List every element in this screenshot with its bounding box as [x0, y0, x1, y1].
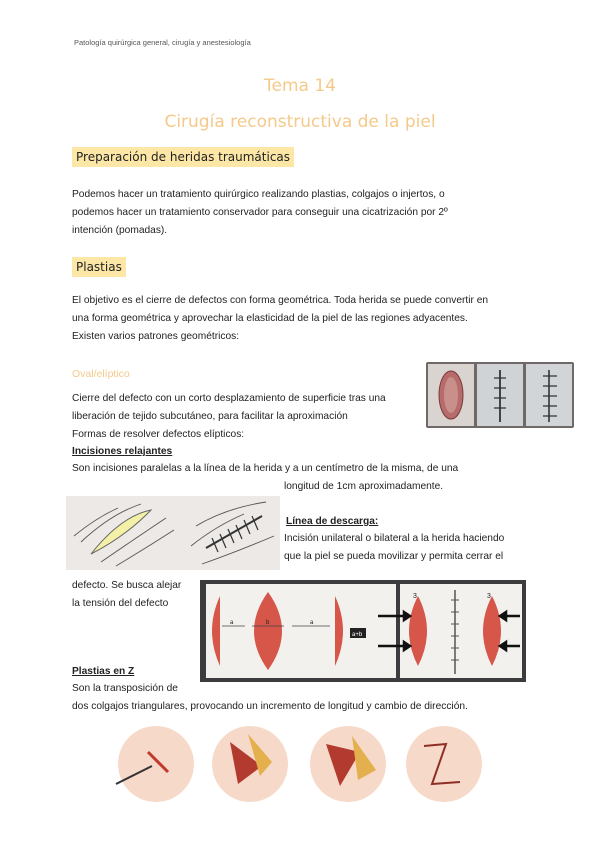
label-a1: a — [230, 620, 234, 626]
paragraph-preparacion — [72, 186, 448, 240]
text-line: Cierre del defecto con un corto desplazamiento de superficie tras una — [72, 393, 386, 404]
release-line-illustration — [200, 580, 526, 682]
z-plasty-sequence-illustration — [112, 722, 494, 808]
label-n1: 3 — [413, 593, 417, 600]
paragraph-descarga-line2: que la piel se pueda movilizar y permita cerrar el — [284, 551, 504, 562]
text-line: una forma geométrica y aprovechar la elasticidad de la piel de las regiones adyacentes. — [72, 313, 468, 324]
label-n2: 3 — [487, 593, 491, 600]
text-line: intención (pomadas). — [72, 225, 168, 236]
paragraph-descarga-line1: Incisión unilateral o bilateral a la herida haciendo — [284, 533, 505, 544]
text-line: liberación de tejido subcutáneo, para facilitar la aproximación — [72, 411, 348, 422]
paragraph-incisiones-line1: Son incisiones paralelas a la línea de la herida y a un centímetro de la misma, de una — [72, 463, 459, 474]
paragraph-zplasty-line1: Son la transposición de — [72, 683, 178, 694]
text-line: Podemos hacer un tratamiento quirúrgico realizando plastias, colgajos o injertos, o — [72, 189, 445, 200]
section-heading-plastias — [72, 258, 126, 276]
paragraph-oval — [72, 390, 386, 444]
section-heading-text: Preparación de heridas traumáticas — [72, 147, 294, 167]
paragraph-descarga-line3: defecto. Se busca alejar — [72, 580, 182, 591]
subheading-descarga: Línea de descarga: — [286, 516, 379, 527]
section-heading-preparacion — [72, 148, 294, 166]
page-title: Cirugía reconstructiva de la piel — [164, 112, 436, 132]
paragraph-descarga-line4: la tensión del defecto — [72, 598, 169, 609]
paragraph-plastias — [72, 292, 488, 346]
subheading-oval: Oval/elíptico — [72, 368, 130, 380]
topic-number: Tema 14 — [264, 76, 336, 96]
page-header: Patología quirúrgica general, cirugía y anestesiología — [74, 38, 251, 47]
paragraph-zplasty-line2: dos colgajos triangulares, provocando un incremento de longitud y cambio de dirección. — [72, 701, 468, 712]
label-ab: a+b — [352, 632, 363, 638]
suture-photos-image — [426, 362, 574, 428]
subheading-incisiones: Incisiones relajantes — [72, 446, 173, 457]
text-line: podemos hacer un tratamiento conservador para conseguir una cicatrización por 2º — [72, 207, 448, 218]
label-b: b — [266, 620, 270, 626]
paragraph-incisiones-line2: longitud de 1cm aproximadamente. — [284, 481, 444, 492]
label-a2: a — [310, 620, 314, 626]
subheading-zplasty: Plastias en Z — [72, 666, 135, 677]
relaxing-incisions-illustration — [66, 496, 280, 570]
text-line: Existen varios patrones geométricos: — [72, 331, 240, 342]
text-line: Formas de resolver defectos elípticos: — [72, 429, 245, 440]
text-line: El objetivo es el cierre de defectos con forma geométrica. Toda herida se puede convertir en — [72, 295, 489, 306]
section-heading-text: Plastias — [72, 257, 126, 277]
